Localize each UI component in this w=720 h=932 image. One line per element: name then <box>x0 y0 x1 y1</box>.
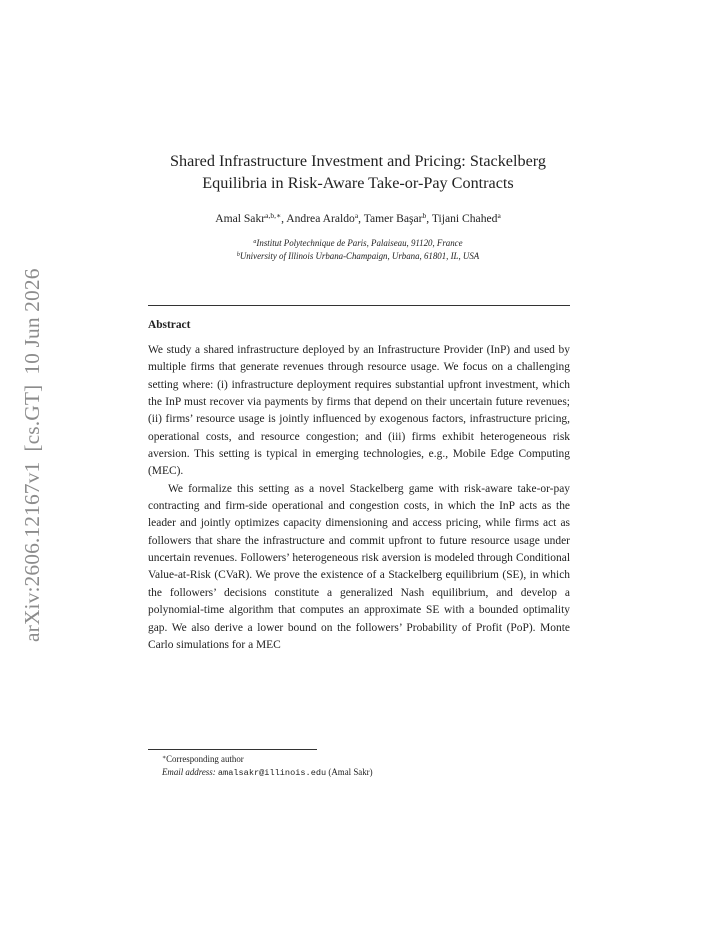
affiliation-text: Institut Polytechnique de Paris, Palaiseau, 91120, France <box>256 238 463 248</box>
paper-title <box>110 150 606 194</box>
affiliation-mark: b <box>236 252 240 258</box>
footnote-mark: ∗ <box>162 755 167 761</box>
arxiv-category: [cs.GT] <box>20 384 44 452</box>
author-marks: a <box>354 211 359 220</box>
abstract-heading: Abstract <box>148 319 191 331</box>
footnotes <box>162 753 582 780</box>
title-line-2: Equilibria in Risk-Aware Take-or-Pay Contracts <box>202 174 514 192</box>
affiliation <box>110 237 606 250</box>
abstract-paragraph-1: We study a shared infrastructure deployed by an Infrastructure Provider (InP) and used by multiple firms that generate revenues through resource usage. We focus on a challenging setting where: (i) infrastructure deployment requires substantial upfront investment, which the InP must recover via payments by firms that depend on their uncertain future revenues; (ii) firms’ resource usage is jointly influenced by exogenous factors, infrastructure pricing, operational costs, and resource congestion; and (iii) firms exhibit heterogeneous risk aversion. This setting is typical in emerging technologies, e.g., Mobile Edge Computing (MEC). <box>148 344 570 478</box>
arxiv-identifier-stamp <box>12 262 52 642</box>
email-owner: (Amal Sakr) <box>328 767 373 777</box>
title-line-1: Shared Infrastructure Investment and Pricing: Stackelberg <box>170 152 546 170</box>
footnote-rule <box>148 749 317 750</box>
arxiv-id: arXiv:2606.12167v1 <box>20 461 44 642</box>
author-name: Amal Sakr <box>215 212 266 225</box>
email-address-link[interactable]: amalsakr@illinois.edu <box>217 768 327 778</box>
arxiv-date: 10 Jun 2026 <box>20 268 44 375</box>
affiliations <box>110 237 606 263</box>
abstract-paragraph-2: We formalize this setting as a novel Stackelberg game with risk-aware take-or-pay contracting and firm-side operational and congestion costs, in which the InP acts as the leader and jointly optimizes capacity dimensioning and access pricing, while firms act as followers that share the infrastructure and commit upfront to future resource usage under uncertain revenues. Followers’ heterogeneous risk aversion is modeled through Conditional Value-at-Risk (CVaR). We prove the existence of a Stackelberg equilibrium (SE), in which the followers’ decisions constitute a generalized Nash equilibrium, and develop a polynomial-time algorithm that computes an approximate SE with a bounded optimality gap. We also derive a lower bound on the followers’ Probability of Profit (PoP). Monte Carlo simulations for a MEC <box>148 482 570 651</box>
footnote-corresponding <box>162 753 582 766</box>
affiliation-text: University of Illinois Urbana-Champaign, Urbana, 61801, IL, USA <box>239 251 480 261</box>
author-marks: b <box>422 211 427 220</box>
author-list: Amal Sakr$^{a,b,∗}$, Andrea Araldo$^a$, Tamer Başar$^b$, Tijani Chahed$^a$ <box>215 211 501 225</box>
abstract-body <box>148 342 570 654</box>
author-marks: a <box>497 211 501 220</box>
abstract-top-rule <box>148 305 570 306</box>
author-name: Andrea Araldo <box>286 212 355 225</box>
affiliation <box>110 250 606 263</box>
affiliation-mark: a <box>253 239 257 245</box>
author-name: Tamer Başar <box>363 212 423 225</box>
footnote-email <box>162 766 582 780</box>
footnote-corresponding-text: Corresponding author <box>166 754 244 764</box>
email-label: Email address: <box>162 767 216 777</box>
author-marks: a,b,∗ <box>265 211 282 220</box>
author-name: Tijani Chahed <box>431 212 498 225</box>
